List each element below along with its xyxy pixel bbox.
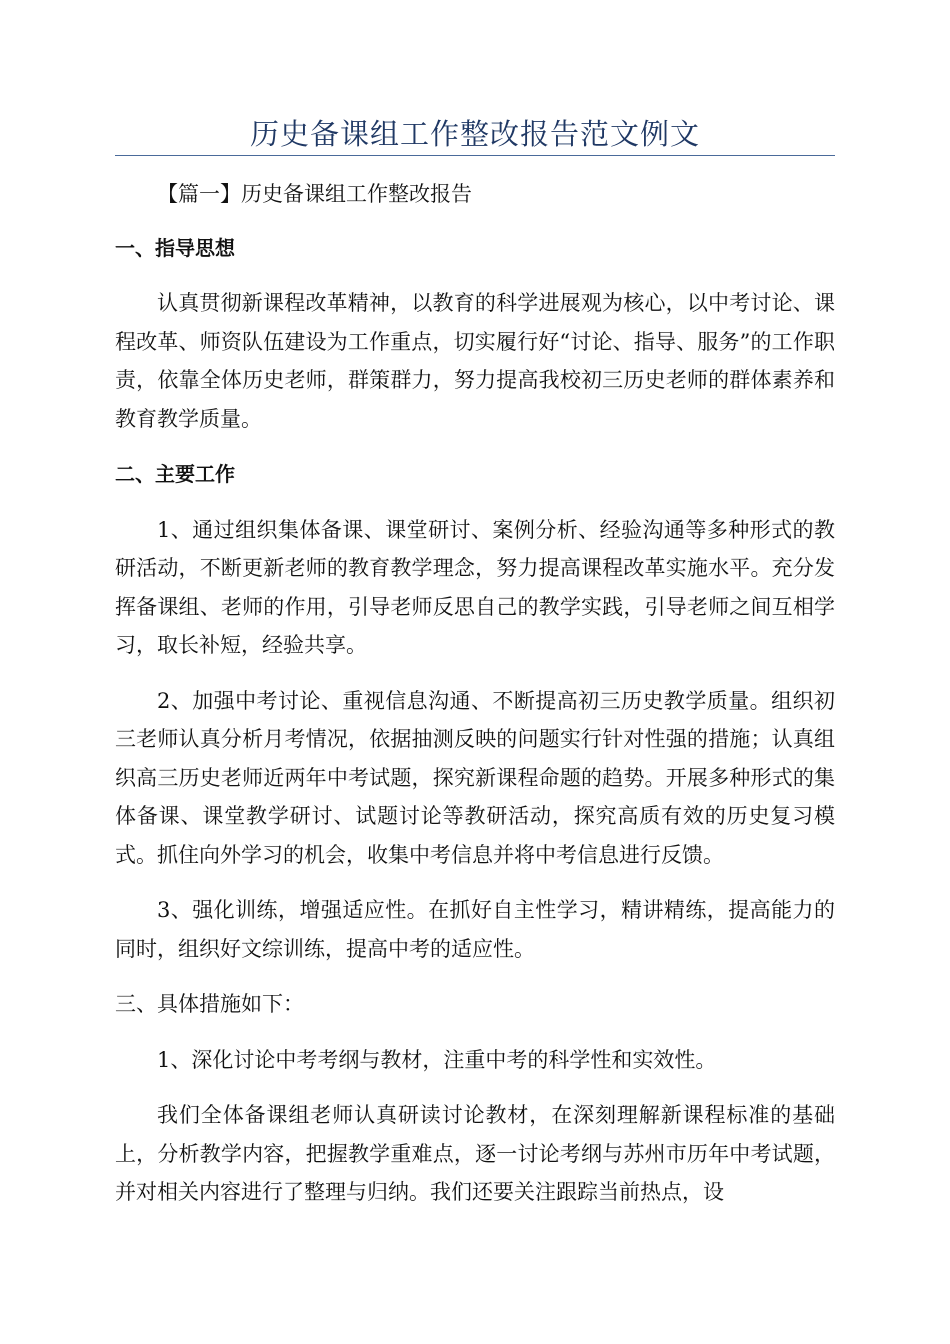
paragraph: 1、深化讨论中考考纲与教材，注重中考的科学性和实效性。 (157, 1047, 717, 1072)
paragraph: 3、强化训练，增强适应性。在抓好自主性学习，精讲精练，提高能力的同时，组织好文综训练，提高中考的适应性。 (115, 898, 835, 961)
paragraph: 我们全体备课组老师认真研读讨论教材，在深刻理解新课程标准的基础上，分析教学内容，把握教学重难点，逐一讨论考纲与苏州市历年中考试题，并对相关内容进行了整理与归纳。我们还要关注跟踪当前热点，设 (115, 1103, 835, 1204)
title-underline (115, 155, 835, 156)
article-subtitle: 【篇一】历史备课组工作整改报告 (157, 182, 472, 206)
document-body (115, 175, 835, 1212)
section-heading-main-work: 二、主要工作 (115, 462, 235, 486)
section-heading-guiding-ideology: 一、指导思想 (115, 235, 235, 260)
paragraph: 1、通过组织集体备课、课堂研讨、案例分析、经验沟通等多种形式的教研活动，不断更新老师的教育教学理念，努力提高课程改革实施水平。充分发挥备课组、老师的作用，引导老师反思自己的教学实践，引导老师之间互相学习，取长补短，经验共享。 (115, 517, 835, 657)
document-title: 历史备课组工作整改报告范文例文 (249, 117, 700, 151)
paragraph: 认真贯彻新课程改革精神，以教育的科学进展观为核心，以中考讨论、课程改革、师资队伍建设为工作重点，切实履行好“讨论、指导、服务”的工作职责，依靠全体历史老师，群策群力，努力提高我校初三历史老师的群体素养和教育教学质量。 (115, 291, 835, 431)
paragraph: 2、加强中考讨论、重视信息沟通、不断提高初三历史教学质量。组织初三老师认真分析月考情况，依据抽测反映的问题实行针对性强的措施；认真组织高三历史老师近两年中考试题，探究新课程命题的趋势。开展多种形式的集体备课、课堂教学研讨、试题讨论等教研活动，探究高质有效的历史复习模式。抓住向外学习的机会，收集中考信息并将中考信息进行反馈。 (115, 688, 835, 867)
section-heading-specific-measures: 三、具体措施如下： (115, 992, 304, 1016)
